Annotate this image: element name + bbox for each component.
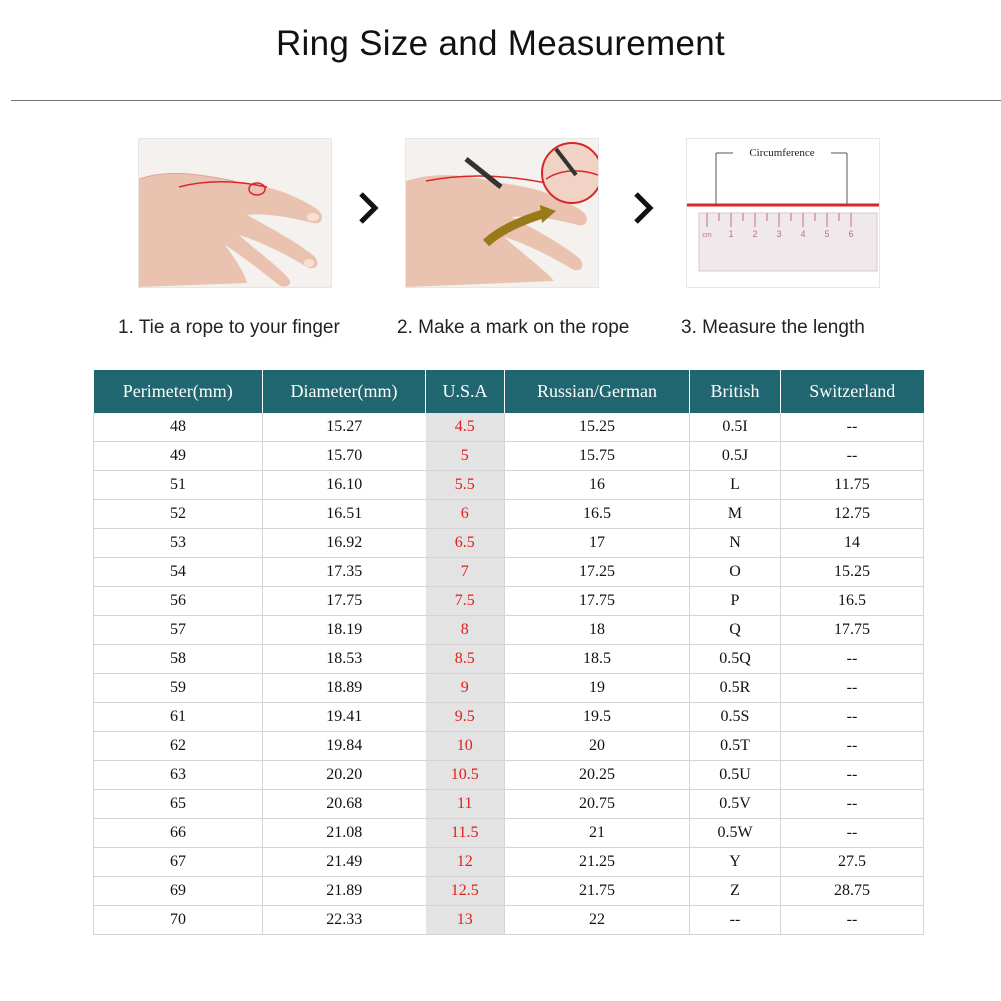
table-cell: 69 bbox=[94, 877, 263, 906]
table-cell: 28.75 bbox=[781, 877, 924, 906]
column-header: British bbox=[690, 370, 781, 413]
ruler-number: 3 bbox=[776, 229, 782, 239]
table-cell: 10.5 bbox=[426, 761, 505, 790]
table-cell: 66 bbox=[94, 819, 263, 848]
table-cell: -- bbox=[781, 703, 924, 732]
ruler-number: 4 bbox=[800, 229, 806, 239]
table-row bbox=[94, 500, 924, 529]
table-cell: 6.5 bbox=[426, 529, 505, 558]
table-cell: 11.75 bbox=[781, 471, 924, 500]
table-cell: 13 bbox=[426, 906, 505, 935]
table-cell: 12.5 bbox=[426, 877, 505, 906]
table-cell: 0.5V bbox=[690, 790, 781, 819]
table-cell: 15.25 bbox=[505, 413, 690, 442]
table-cell: 20.25 bbox=[505, 761, 690, 790]
table-cell: 18.89 bbox=[263, 674, 426, 703]
step-2-image bbox=[405, 138, 599, 288]
table-row bbox=[94, 471, 924, 500]
table-cell: -- bbox=[781, 645, 924, 674]
table-cell: 59 bbox=[94, 674, 263, 703]
table-cell: 21.25 bbox=[505, 848, 690, 877]
column-header: U.S.A bbox=[426, 370, 505, 413]
ruler-number: 2 bbox=[752, 229, 758, 239]
table-cell: 19.84 bbox=[263, 732, 426, 761]
table-row bbox=[94, 761, 924, 790]
ruler-number: 5 bbox=[824, 229, 830, 239]
table-cell: P bbox=[690, 587, 781, 616]
table-cell: 14 bbox=[781, 529, 924, 558]
table-cell: 15.75 bbox=[505, 442, 690, 471]
table-cell: 22 bbox=[505, 906, 690, 935]
table-cell: 12.75 bbox=[781, 500, 924, 529]
step-3-label: 3. Measure the length bbox=[681, 317, 865, 338]
table-cell: 7.5 bbox=[426, 587, 505, 616]
table-cell: 27.5 bbox=[781, 848, 924, 877]
table-cell: 15.70 bbox=[263, 442, 426, 471]
table-cell: -- bbox=[781, 413, 924, 442]
table-row bbox=[94, 645, 924, 674]
table-header-row bbox=[94, 370, 924, 413]
step-2-label: 2. Make a mark on the rope bbox=[397, 317, 630, 338]
ring-size-table-container bbox=[93, 370, 923, 935]
table-cell: 18 bbox=[505, 616, 690, 645]
table-cell: 65 bbox=[94, 790, 263, 819]
table-cell: 21 bbox=[505, 819, 690, 848]
chevron-right-icon bbox=[632, 188, 656, 228]
table-cell: 15.27 bbox=[263, 413, 426, 442]
table-cell: 18.53 bbox=[263, 645, 426, 674]
title-divider bbox=[11, 100, 1001, 101]
table-cell: 56 bbox=[94, 587, 263, 616]
marking-rope-illustration bbox=[406, 139, 598, 287]
table-cell: 16.51 bbox=[263, 500, 426, 529]
table-cell: 53 bbox=[94, 529, 263, 558]
table-cell: 8.5 bbox=[426, 645, 505, 674]
table-cell: 20.68 bbox=[263, 790, 426, 819]
table-cell: 0.5U bbox=[690, 761, 781, 790]
table-cell: Y bbox=[690, 848, 781, 877]
table-cell: 17 bbox=[505, 529, 690, 558]
page-title: Ring Size and Measurement bbox=[275, 24, 726, 63]
table-cell: M bbox=[690, 500, 781, 529]
table-cell: 5 bbox=[426, 442, 505, 471]
table-cell: N bbox=[690, 529, 781, 558]
table-cell: 20.20 bbox=[263, 761, 426, 790]
table-row bbox=[94, 877, 924, 906]
table-cell: L bbox=[690, 471, 781, 500]
table-cell: 11 bbox=[426, 790, 505, 819]
table-cell: 4.5 bbox=[426, 413, 505, 442]
table-cell: 16.5 bbox=[505, 500, 690, 529]
table-cell: 22.33 bbox=[263, 906, 426, 935]
table-cell: 70 bbox=[94, 906, 263, 935]
table-cell: 20.75 bbox=[505, 790, 690, 819]
table-cell: 18.5 bbox=[505, 645, 690, 674]
table-cell: 0.5S bbox=[690, 703, 781, 732]
table-cell: 15.25 bbox=[781, 558, 924, 587]
column-header: Diameter(mm) bbox=[263, 370, 426, 413]
table-cell: 61 bbox=[94, 703, 263, 732]
table-cell: 19.5 bbox=[505, 703, 690, 732]
table-cell: 17.35 bbox=[263, 558, 426, 587]
ruler-illustration bbox=[687, 139, 879, 287]
ruler-number: 1 bbox=[728, 229, 734, 239]
table-body bbox=[94, 413, 924, 935]
chevron-right-icon bbox=[357, 188, 381, 228]
table-cell: 17.75 bbox=[781, 616, 924, 645]
table-cell: 0.5W bbox=[690, 819, 781, 848]
table-cell: 0.5I bbox=[690, 413, 781, 442]
table-cell: 7 bbox=[426, 558, 505, 587]
table-row bbox=[94, 529, 924, 558]
table-cell: 51 bbox=[94, 471, 263, 500]
table-row bbox=[94, 703, 924, 732]
table-cell: -- bbox=[781, 761, 924, 790]
table-cell: 11.5 bbox=[426, 819, 505, 848]
table-row bbox=[94, 906, 924, 935]
table-cell: 17.75 bbox=[263, 587, 426, 616]
table-cell: 6 bbox=[426, 500, 505, 529]
table-cell: 48 bbox=[94, 413, 263, 442]
table-cell: -- bbox=[781, 790, 924, 819]
table-cell: 54 bbox=[94, 558, 263, 587]
table-cell: 20 bbox=[505, 732, 690, 761]
table-cell: 67 bbox=[94, 848, 263, 877]
circumference-label: Circumference bbox=[749, 147, 815, 159]
table-row bbox=[94, 848, 924, 877]
step-1-image bbox=[138, 138, 332, 288]
table-cell: 62 bbox=[94, 732, 263, 761]
table-cell: 49 bbox=[94, 442, 263, 471]
table-cell: 0.5T bbox=[690, 732, 781, 761]
table-cell: 16.10 bbox=[263, 471, 426, 500]
table-cell: 10 bbox=[426, 732, 505, 761]
table-cell: Z bbox=[690, 877, 781, 906]
table-row bbox=[94, 558, 924, 587]
table-row bbox=[94, 732, 924, 761]
table-cell: 5.5 bbox=[426, 471, 505, 500]
table-cell: 58 bbox=[94, 645, 263, 674]
ruler-number: 6 bbox=[848, 229, 854, 239]
table-cell: -- bbox=[781, 674, 924, 703]
table-cell: 52 bbox=[94, 500, 263, 529]
column-header: Perimeter(mm) bbox=[94, 370, 263, 413]
column-header: Switzerland bbox=[781, 370, 924, 413]
table-cell: 21.49 bbox=[263, 848, 426, 877]
table-cell: 57 bbox=[94, 616, 263, 645]
table-cell: -- bbox=[781, 906, 924, 935]
table-cell: -- bbox=[781, 442, 924, 471]
table-row bbox=[94, 819, 924, 848]
column-header: Russian/German bbox=[505, 370, 690, 413]
table-cell: 8 bbox=[426, 616, 505, 645]
table-cell: 63 bbox=[94, 761, 263, 790]
table-row bbox=[94, 587, 924, 616]
step-3-image bbox=[686, 138, 880, 288]
table-cell: 17.25 bbox=[505, 558, 690, 587]
table-row bbox=[94, 413, 924, 442]
hand-with-rope-illustration bbox=[139, 139, 331, 287]
table-row bbox=[94, 790, 924, 819]
table-cell: 21.89 bbox=[263, 877, 426, 906]
table-cell: 12 bbox=[426, 848, 505, 877]
table-cell: -- bbox=[781, 819, 924, 848]
table-cell: 19.41 bbox=[263, 703, 426, 732]
table-row bbox=[94, 616, 924, 645]
table-cell: 0.5Q bbox=[690, 645, 781, 674]
table-cell: 16.5 bbox=[781, 587, 924, 616]
table-cell: -- bbox=[781, 732, 924, 761]
table-cell: 0.5R bbox=[690, 674, 781, 703]
table-row bbox=[94, 674, 924, 703]
table-cell: 18.19 bbox=[263, 616, 426, 645]
table-cell: 21.75 bbox=[505, 877, 690, 906]
ring-size-table bbox=[93, 370, 924, 935]
table-cell: -- bbox=[690, 906, 781, 935]
ruler-unit: cm bbox=[702, 232, 712, 239]
table-cell: 21.08 bbox=[263, 819, 426, 848]
table-cell: 9 bbox=[426, 674, 505, 703]
table-cell: 17.75 bbox=[505, 587, 690, 616]
table-cell: 19 bbox=[505, 674, 690, 703]
step-1-label: 1. Tie a rope to your finger bbox=[118, 317, 340, 338]
table-cell: Q bbox=[690, 616, 781, 645]
table-cell: 16 bbox=[505, 471, 690, 500]
table-cell: 16.92 bbox=[263, 529, 426, 558]
table-cell: 0.5J bbox=[690, 442, 781, 471]
table-row bbox=[94, 442, 924, 471]
table-cell: O bbox=[690, 558, 781, 587]
table-cell: 9.5 bbox=[426, 703, 505, 732]
